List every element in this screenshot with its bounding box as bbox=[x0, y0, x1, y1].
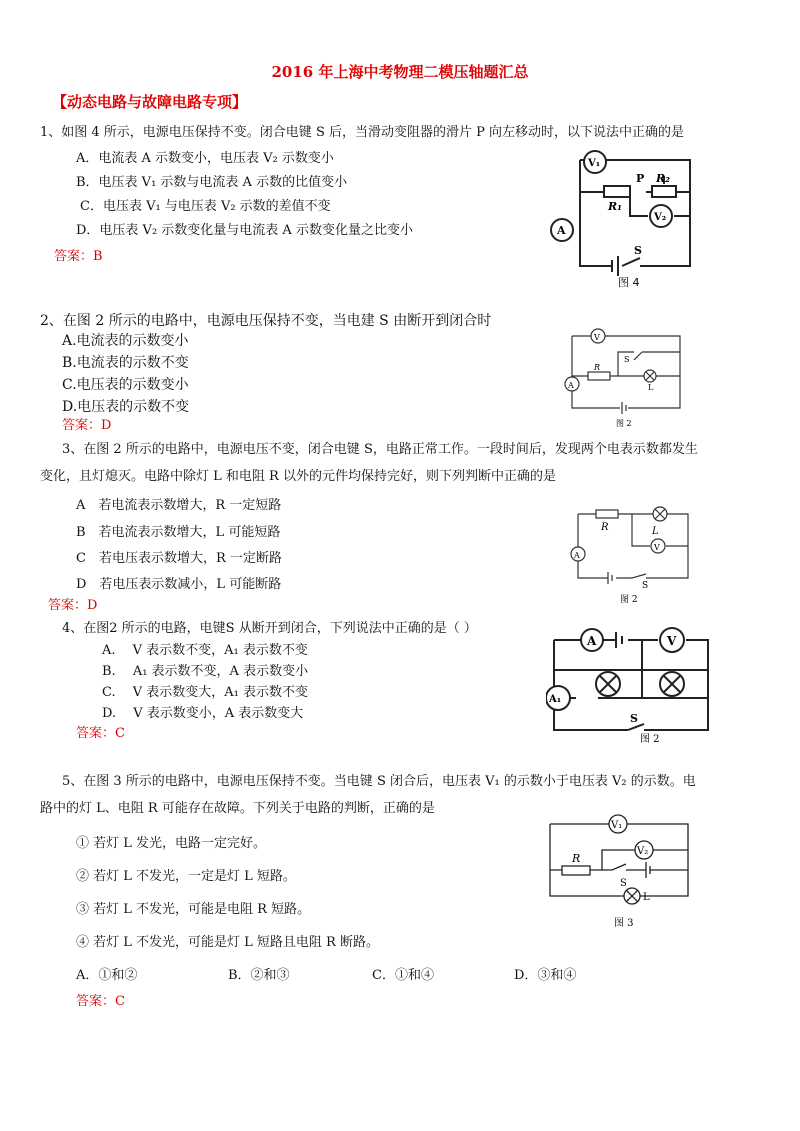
q2-option-a: A.电流表的示数变小 bbox=[62, 333, 189, 349]
q1-stem: 1、如图 4 所示，电源电压保持不变。闭合电键 S 后，当滑动变阻器的滑片 P 向左移动时，以下说法中正确的是 bbox=[40, 125, 684, 140]
q4-fig-label-s: S bbox=[630, 712, 638, 725]
q3-fig-label-s: S bbox=[642, 581, 649, 591]
q3-stem-line1: 3、在图 2 所示的电路中，电源电压不变，闭合电键 S，电路正常工作。一段时间后，发现两个电表示数都发生 bbox=[62, 442, 698, 457]
q4-option-a: A. V 表示数不变，A₁ 表示数不变 bbox=[102, 643, 308, 658]
q2-fig-label-v: V bbox=[594, 333, 600, 342]
q1-circuit-figure bbox=[540, 148, 710, 288]
q5-fig-label-v1: V₁ bbox=[611, 820, 623, 831]
q4-option-b: B. A₁ 表示数不变，A 表示数变小 bbox=[102, 664, 309, 679]
q3-option-b: B 若电流表示数增大，L 可能短路 bbox=[76, 525, 281, 540]
q2-fig-label-s: S bbox=[624, 355, 630, 364]
q3-circuit-figure bbox=[566, 502, 698, 608]
q5-choice-b: B．②和③ bbox=[228, 968, 290, 983]
q5-fig-caption: 图 3 bbox=[614, 918, 634, 929]
q5-answer: 答案：C bbox=[76, 994, 125, 1009]
q5-fig-label-s: S bbox=[620, 878, 627, 889]
q2-answer: 答案：D bbox=[62, 418, 112, 433]
q1-fig-label-v2: V₂ bbox=[654, 212, 667, 223]
q5-item-3: ③ 若灯 L 不发光，可能是电阻 R 短路。 bbox=[76, 902, 311, 917]
q2-fig-label-r: R bbox=[594, 363, 601, 372]
q1-option-c: C．电压表 V₁ 与电压表 V₂ 示数的差值不变 bbox=[80, 199, 331, 214]
q2-fig-label-l: L bbox=[648, 383, 654, 392]
q2-option-d: D.电压表的示数不变 bbox=[62, 399, 190, 415]
q1-answer: 答案：B bbox=[54, 249, 103, 264]
q5-item-1: ① 若灯 L 发光，电路一定完好。 bbox=[76, 836, 267, 851]
q1-option-b: B．电压表 V₁ 示数与电流表 A 示数的比值变小 bbox=[76, 175, 348, 190]
q5-choice-d: D．③和④ bbox=[514, 968, 577, 983]
q5-stem-line1: 5、在图 3 所示的电路中，电源电压保持不变。当电键 S 闭合后，电压表 V₁ 的示数小于电压表 V₂ 的示数。电 bbox=[62, 774, 696, 789]
q1-fig-label-p: P bbox=[636, 172, 645, 185]
section-heading: 【动态电路与故障电路专项】 bbox=[52, 93, 248, 111]
q5-stem-line2: 路中的灯 L、电阻 R 可能存在故障。下列关于电路的判断，正确的是 bbox=[40, 801, 435, 816]
q4-fig-label-v: V bbox=[667, 634, 677, 648]
q5-fig-label-r: R bbox=[572, 852, 581, 865]
q4-circuit-figure bbox=[546, 626, 716, 746]
q4-fig-label-a1: A₁ bbox=[549, 694, 562, 705]
q3-option-a: A 若电流表示数增大，R 一定短路 bbox=[76, 498, 282, 513]
q4-option-c: C. V 表示数变大，A₁ 表示数不变 bbox=[102, 685, 309, 700]
q4-answer: 答案：C bbox=[76, 726, 125, 741]
q5-choice-c: C．①和④ bbox=[372, 968, 434, 983]
q5-choice-a: A．①和② bbox=[76, 968, 138, 983]
q3-answer: 答案：D bbox=[48, 598, 98, 613]
q2-option-c: C.电压表的示数变小 bbox=[62, 377, 189, 393]
page-title: 2016 年上海中考物理二模压轴题汇总 bbox=[271, 63, 529, 81]
q3-fig-label-v: V bbox=[654, 543, 660, 552]
q1-fig-label-v1: V₁ bbox=[588, 158, 601, 169]
q5-fig-label-l: L bbox=[643, 892, 650, 903]
q5-item-2: ② 若灯 L 不发光，一定是灯 L 短路。 bbox=[76, 869, 296, 884]
q2-stem: 2、在图 2 所示的电路中，电源电压保持不变，当电建 S 由断开到闭合时 bbox=[40, 313, 492, 329]
q3-option-c: C 若电压表示数增大，R 一定断路 bbox=[76, 551, 282, 566]
q1-fig-label-s: S bbox=[634, 244, 642, 257]
q5-fig-label-v2: V₂ bbox=[637, 846, 649, 857]
q3-option-d: D 若电压表示数减小，L 可能断路 bbox=[76, 577, 282, 592]
q3-fig-caption: 图 2 bbox=[620, 595, 638, 605]
q5-item-4: ④ 若灯 L 不发光，可能是灯 L 短路且电阻 R 断路。 bbox=[76, 935, 379, 950]
q3-stem-line2: 变化，且灯熄灭。电路中除灯 L 和电阻 R 以外的元件均保持完好，则下列判断中正确的是 bbox=[40, 469, 556, 484]
q3-fig-label-a: A bbox=[574, 551, 580, 560]
q2-option-b: B.电流表的示数不变 bbox=[62, 355, 189, 371]
q1-option-a: A．电流表 A 示数变小，电压表 V₂ 示数变小 bbox=[76, 151, 334, 166]
q4-option-d: D. V 表示数变小，A 表示数变大 bbox=[102, 706, 304, 721]
q1-fig-label-r2: R₂ bbox=[656, 172, 670, 185]
q3-fig-label-r: R bbox=[601, 522, 609, 533]
q1-fig-caption: 图 4 bbox=[618, 276, 640, 288]
q5-circuit-figure bbox=[546, 814, 696, 934]
q1-fig-label-a: A bbox=[557, 224, 566, 237]
q1-option-d: D．电压表 V₂ 示数变化量与电流表 A 示数变化量之比变小 bbox=[76, 223, 413, 238]
q2-fig-caption: 图 2 bbox=[616, 419, 632, 428]
q2-circuit-figure bbox=[558, 326, 688, 430]
q4-stem: 4、在图2 所示的电路，电键S 从断开到闭合，下列说法中正确的是（ ） bbox=[62, 621, 477, 636]
q3-fig-label-l: L bbox=[652, 526, 659, 537]
q4-fig-label-a: A bbox=[587, 634, 597, 648]
q1-fig-label-r1: R₁ bbox=[608, 200, 622, 213]
q2-fig-label-a: A bbox=[568, 381, 574, 390]
q4-fig-caption: 图 2 bbox=[640, 734, 660, 745]
